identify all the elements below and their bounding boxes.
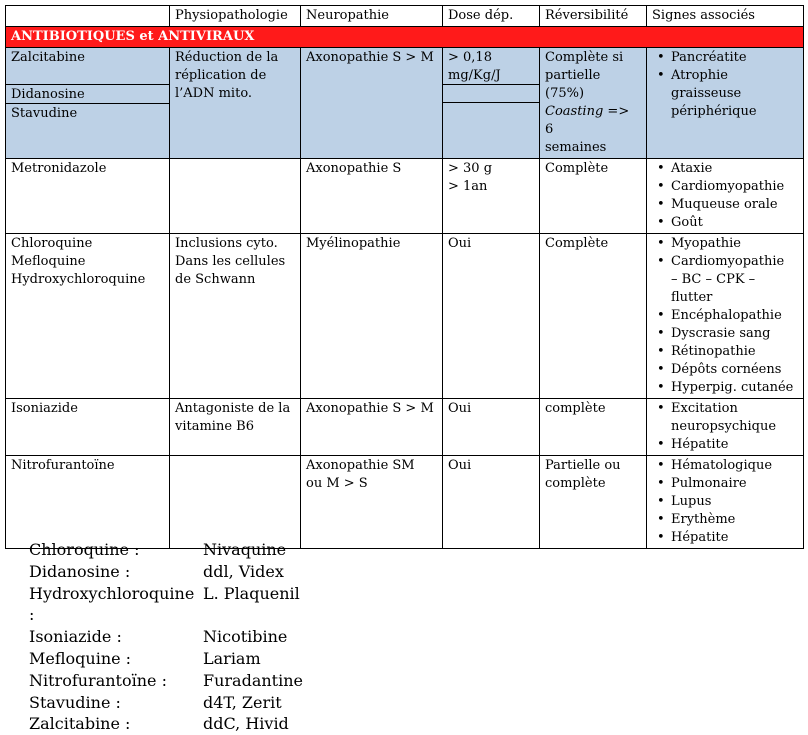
drug-cell [6, 234, 170, 399]
cell-line: Myélinopathie [306, 236, 401, 251]
neuro-cell [301, 399, 443, 456]
signs-list [652, 235, 798, 397]
brand-name: L. Plaquenil [203, 583, 300, 603]
neuro-cell: Axonopathie S > M [301, 48, 443, 159]
antiviral-row [6, 48, 804, 159]
synonym-row [29, 692, 303, 714]
list-item: • Rétinopathie [671, 343, 798, 361]
cell-line: Oui [448, 236, 472, 251]
neuro-cell [301, 234, 443, 399]
brand-name: Nicotibine [203, 627, 288, 647]
generic-name: Nitrofurantoïne : [29, 670, 167, 690]
dose-cell [443, 456, 540, 549]
cell-line: graisseuse [671, 86, 742, 101]
physio-cell [170, 234, 301, 399]
cell-line: complète [545, 401, 606, 416]
signs-cell [647, 234, 804, 399]
list-item: • Myopathie [671, 235, 798, 253]
list-item: • Lupus [671, 493, 798, 511]
cell-line: Antagoniste de la [175, 401, 291, 416]
generic-name: Isoniazide : [29, 627, 122, 647]
list-item [671, 67, 798, 121]
header-cell: Réversibilité [540, 6, 647, 27]
cell-line: Hydroxychloroquine [11, 272, 146, 287]
synonym-row [29, 648, 303, 670]
cell-line: Partielle ou [545, 458, 621, 473]
dose-subcell [443, 103, 539, 139]
cell-line: Mefloquine [11, 254, 86, 269]
cell-line: Complète si [545, 50, 624, 65]
cell-line: Complète [545, 236, 609, 251]
cell-line: mg/Kg/J [448, 68, 501, 83]
physio-cell [170, 159, 301, 234]
cell-line: (75%) [545, 86, 585, 101]
cell-line: Chloroquine [11, 236, 93, 251]
cell-line: Metronidazole [11, 161, 107, 176]
coasting-label: Coasting [545, 104, 604, 119]
dose-value [443, 48, 539, 85]
reversibility-cell [540, 234, 647, 399]
cell-line: Atrophie [671, 68, 728, 83]
generic-name: Didanosine : [29, 561, 131, 581]
list-item: • Erythème [671, 511, 798, 529]
generic-name: Zalcitabine : [29, 714, 131, 734]
cell-line: Réduction de la [175, 50, 279, 65]
reversibility-cell [540, 159, 647, 234]
list-item: • Pancréatite [671, 49, 798, 67]
list-item: • Goût [671, 214, 798, 232]
table-row [6, 159, 804, 234]
signs-cell [647, 456, 804, 549]
drug-name: Zalcitabine [6, 48, 169, 85]
cell-line [545, 103, 641, 139]
synonym-row [29, 670, 303, 692]
antiviral-drug-cell [6, 48, 170, 159]
section-title: ANTIBIOTIQUES et ANTIVIRAUX [6, 27, 804, 48]
dose-cell [443, 159, 540, 234]
neuropathy-drug-table [5, 5, 804, 549]
drug-cell [6, 456, 170, 549]
header-row [6, 6, 804, 27]
table-row [6, 399, 804, 456]
generic-name: Hydroxychloroquine : [29, 583, 195, 625]
physio-cell [170, 399, 301, 456]
list-item: • Cardiomyopathie – BC – CPK – flutter [671, 253, 798, 307]
physio-cell [170, 456, 301, 549]
drug-rows [6, 159, 804, 549]
synonym-row [29, 713, 303, 735]
cell-line: vitamine B6 [175, 419, 254, 434]
drug-cell [6, 159, 170, 234]
physio-cell [170, 48, 301, 159]
drug-name: Didanosine [6, 85, 169, 104]
list-item: • Excitation neuropsychique [671, 400, 798, 436]
list-item: • Dépôts cornéens [671, 361, 798, 379]
list-item: • Cardiomyopathie [671, 178, 798, 196]
cell-line: > 30 g [448, 161, 493, 176]
cell-line: ou M > S [306, 476, 368, 491]
reversibility-cell [540, 399, 647, 456]
list-item: • Ataxie [671, 160, 798, 178]
drug-cell [6, 399, 170, 456]
brand-name: Nivaquine [203, 540, 287, 559]
dose-subcell [443, 85, 539, 103]
list-item: • Hépatite [671, 529, 798, 547]
cell-line: partielle [545, 68, 601, 83]
list-item: • Hématologique [671, 457, 798, 475]
list-item: • Encéphalopathie [671, 307, 798, 325]
cell-line: > 0,18 [448, 50, 492, 65]
cell-line: Complète [545, 161, 609, 176]
generic-name: Mefloquine : [29, 648, 132, 668]
header-cell: Physiopathologie [170, 6, 301, 27]
cell-line: l’ADN mito. [175, 86, 253, 101]
signs-cell [647, 399, 804, 456]
synonym-row [29, 626, 303, 648]
cell-line: > 1an [448, 179, 488, 194]
cell-line: périphérique [671, 104, 757, 119]
brand-name: Lariam [203, 648, 261, 668]
cell-line: Dans les cellules [175, 254, 286, 269]
signs-list [652, 160, 798, 232]
coasting-value: => 6 [545, 104, 630, 137]
drug-name: Stavudine [11, 106, 78, 121]
header-cell: Signes associés [647, 6, 804, 27]
generic-name: Stavudine : [29, 692, 121, 712]
header-cell: Dose dép. [443, 6, 540, 27]
cell-line: Oui [448, 458, 472, 473]
synonym-row [29, 539, 303, 561]
cell-line: de Schwann [175, 272, 256, 287]
cell-line: Axonopathie S [306, 161, 402, 176]
header-cell [6, 6, 170, 27]
signs-cell [647, 48, 804, 159]
list-item: • Muqueuse orale [671, 196, 798, 214]
table-row [6, 234, 804, 399]
dose-cell [443, 399, 540, 456]
neuro-cell [301, 456, 443, 549]
generic-name: Chloroquine : [29, 540, 140, 559]
header-cell: Neuropathie [301, 6, 443, 27]
cell-line: complète [545, 476, 606, 491]
synonym-row [29, 583, 303, 627]
signs-cell [647, 159, 804, 234]
neuro-cell [301, 159, 443, 234]
list-item: • Hépatite [671, 436, 798, 454]
list-item: • Hyperpig. cutanée [671, 379, 798, 397]
brand-name: ddC, Hivid [203, 714, 289, 734]
reversibility-cell [540, 456, 647, 549]
brand-name: d4T, Zerit [203, 692, 282, 712]
dose-cell [443, 48, 540, 159]
cell-line: Axonopathie SM [306, 458, 415, 473]
cell-line: Axonopathie S > M [306, 401, 434, 416]
cell-line: Inclusions cyto. [175, 236, 278, 251]
signs-list [652, 49, 798, 121]
reversibility-cell [540, 48, 647, 159]
cell-line: réplication de [175, 68, 267, 83]
brand-name: Furadantine [203, 670, 303, 690]
cell-line: Oui [448, 401, 472, 416]
brand-name: ddl, Videx [203, 561, 284, 581]
synonym-row [29, 561, 303, 583]
signs-list [652, 400, 798, 454]
table-row [6, 456, 804, 549]
signs-list [652, 457, 798, 547]
dose-cell [443, 234, 540, 399]
cell-line: semaines [545, 140, 607, 155]
cell-line: Nitrofurantoïne [11, 458, 115, 473]
synonym-list [29, 539, 303, 735]
cell-line: Isoniazide [11, 401, 78, 416]
section-band [6, 27, 804, 48]
list-item: • Dyscrasie sang [671, 325, 798, 343]
list-item: • Pulmonaire [671, 475, 798, 493]
